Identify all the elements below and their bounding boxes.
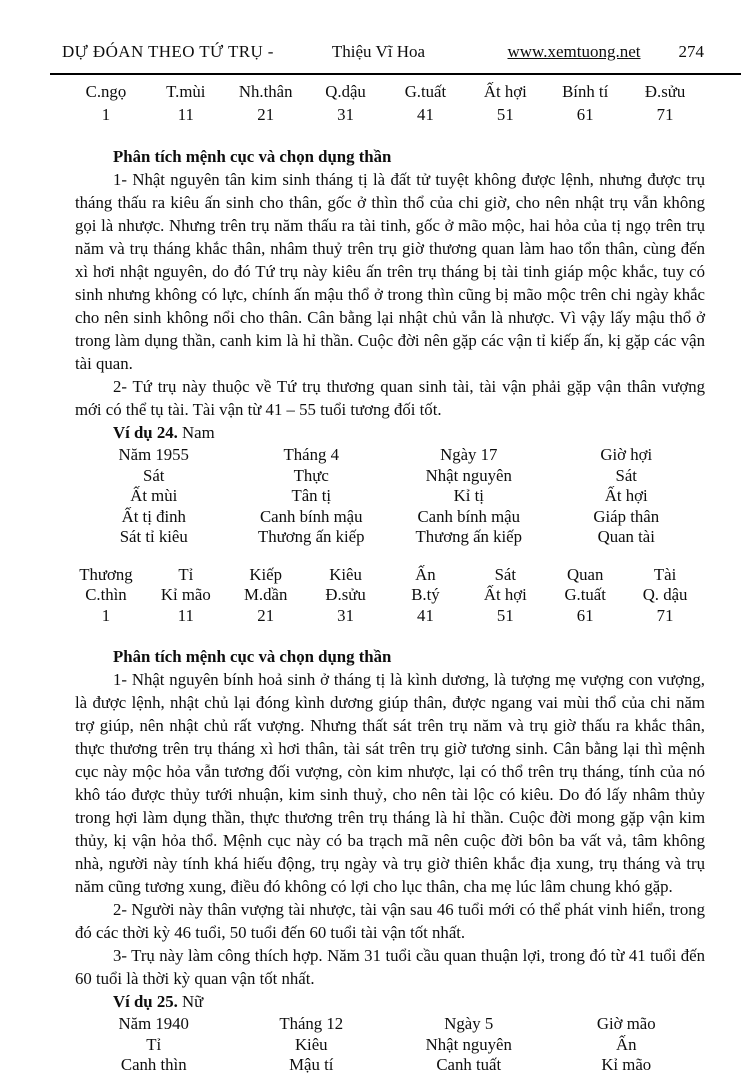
luck-pillar-cell: T.mùi bbox=[166, 82, 206, 101]
luck-age-cell: 11 bbox=[177, 105, 194, 124]
pillar-row-gods bbox=[75, 1035, 705, 1056]
luck-god-cell: Tỉ bbox=[178, 564, 194, 584]
luck-pillar-cell: G.tuất bbox=[564, 585, 606, 604]
analysis-2-paragraph-2: 2- Người này thân vượng tài nhược, tài vận sau 46 tuổi mới có thể phát vinh hiển, trong đó các thời kỳ 46 tuổi, 50 tuổi đến 60 tuổi tài vận tốt nhất. bbox=[75, 900, 705, 942]
pillar-cell: Nhật nguyên bbox=[425, 465, 512, 485]
pillar-cell: Canh tuất bbox=[436, 1055, 502, 1074]
example-24-number: Ví dụ 24. bbox=[113, 423, 178, 442]
example-24-gender: Nam bbox=[182, 423, 215, 442]
pillar-row-hidden-gods bbox=[75, 527, 705, 548]
pillar-cell: Kiêu bbox=[294, 1034, 328, 1054]
analysis-2-paragraph-3: 3- Trụ này làm công thích hợp. Năm 31 tuổi cầu quan thuận lợi, trong đó từ 41 tuổi đến 60 tuổi là thời kỳ quan vận tốt nhất. bbox=[75, 946, 705, 988]
luck-age-cell: 71 bbox=[656, 105, 674, 124]
luck-pillar-cell: M.dần bbox=[244, 585, 288, 604]
pillar-cell: Ất mùi bbox=[130, 486, 178, 505]
pillar-row-dates bbox=[75, 1014, 705, 1035]
pillar-cell: Tháng 12 bbox=[279, 1014, 344, 1033]
luck-age-cell: 51 bbox=[496, 105, 514, 124]
luck-ages-row bbox=[66, 606, 705, 627]
pillar-cell: Thương ấn kiếp bbox=[257, 527, 365, 546]
luck-pillar-cell: Ất hợi bbox=[483, 82, 527, 101]
section-heading-analysis-2: Phân tích mệnh cục và chọn dụng thần bbox=[113, 647, 392, 666]
pillar-cell: Canh bính mậu bbox=[259, 506, 363, 526]
pillar-cell: Mậu tí bbox=[289, 1055, 334, 1074]
pillar-cell: Ngày 17 bbox=[440, 445, 498, 464]
pillar-row-stems-branches bbox=[75, 1055, 705, 1076]
luck-age-cell: 41 bbox=[417, 605, 434, 625]
luck-pillar-cell: Đ.sửu bbox=[325, 585, 366, 604]
pillar-cell: Sát tỉ kiêu bbox=[119, 527, 188, 546]
pillar-cell: Năm 1955 bbox=[118, 445, 189, 464]
luck-age-cell: 1 bbox=[101, 105, 111, 124]
luck-gods-row bbox=[66, 565, 705, 586]
pillar-cell: Tỉ bbox=[146, 1034, 162, 1054]
pillar-cell: Giờ hợi bbox=[600, 445, 653, 464]
author-name: Thiệu Vĩ Hoa bbox=[331, 42, 426, 61]
page-number: 274 bbox=[678, 42, 704, 61]
luck-god-cell: Quan bbox=[567, 564, 604, 584]
pillar-cell: Kỉ mão bbox=[601, 1055, 652, 1074]
website-link[interactable]: www.xemtuong.net bbox=[507, 42, 641, 61]
luck-age-cell: 71 bbox=[656, 605, 674, 625]
header-divider bbox=[50, 73, 741, 75]
luck-age-cell: 1 bbox=[101, 605, 111, 625]
luck-god-cell: Tài bbox=[653, 564, 677, 584]
example-25-number: Ví dụ 25. bbox=[113, 992, 178, 1011]
luck-god-cell: Kiêu bbox=[329, 564, 362, 584]
example-25-label bbox=[75, 990, 705, 1013]
page-header bbox=[0, 0, 744, 62]
example-24-label bbox=[75, 421, 705, 444]
luck-pillar-cell: Nh.thân bbox=[238, 82, 293, 101]
pillar-cell: Sát bbox=[615, 465, 637, 485]
luck-pillar-cell: Bính tí bbox=[562, 82, 609, 101]
pillar-cell: Tân tị bbox=[291, 486, 332, 505]
luck-age-cell: 21 bbox=[257, 605, 275, 625]
pillar-cell: Quan tài bbox=[597, 527, 655, 546]
luck-age-cell: 21 bbox=[257, 105, 275, 124]
luck-pillars-row bbox=[66, 585, 705, 606]
example-24-pillar-table bbox=[75, 445, 705, 548]
luck-age-cell: 51 bbox=[496, 605, 514, 625]
example-25-pillar-table bbox=[75, 1014, 705, 1076]
luck-pillar-cell: G.tuất bbox=[404, 82, 447, 101]
luck-pillar-cell: B.tý bbox=[411, 585, 440, 604]
pillar-cell: Giáp thân bbox=[593, 506, 660, 526]
book-title: DỰ ĐÓAN THEO TỨ TRỤ - bbox=[62, 42, 274, 61]
luck-age-cell: 61 bbox=[576, 605, 594, 625]
example-24-luck-cycle-table bbox=[66, 565, 705, 627]
luck-god-cell: Thương bbox=[79, 564, 133, 584]
luck-ages-row bbox=[66, 103, 705, 126]
luck-god-cell: Ấn bbox=[415, 564, 436, 584]
luck-pillar-cell: C.ngọ bbox=[85, 82, 127, 101]
luck-pillar-cell: Ất hợi bbox=[483, 585, 527, 604]
luck-god-cell: Sát bbox=[494, 564, 517, 584]
pillar-row-dates bbox=[75, 445, 705, 466]
pillar-cell: Giờ mão bbox=[596, 1014, 656, 1033]
luck-age-cell: 11 bbox=[177, 605, 194, 625]
pillar-cell: Thương ấn kiếp bbox=[415, 527, 522, 546]
luck-pillar-cell: C.thìn bbox=[85, 585, 127, 604]
section-heading-analysis-1: Phân tích mệnh cục và chọn dụng thần bbox=[113, 147, 392, 166]
luck-pillar-cell: Q.dậu bbox=[325, 82, 366, 101]
pillar-row-stems-branches bbox=[75, 486, 705, 507]
pillar-cell: Sát bbox=[143, 465, 165, 485]
pillar-cell: Ất tị đinh bbox=[121, 506, 186, 526]
luck-pillar-cell: Đ.sửu bbox=[644, 82, 686, 101]
pillar-cell: Nhật nguyên bbox=[425, 1034, 512, 1054]
luck-pillar-cell: Kỉ mão bbox=[160, 585, 211, 604]
pillar-cell: Kỉ tị bbox=[453, 486, 484, 505]
luck-god-cell: Kiếp bbox=[249, 564, 282, 584]
luck-cycle-table-top bbox=[66, 80, 705, 126]
analysis-2-paragraph-1: 1- Nhật nguyên bính hoả sinh ở tháng tị là kình dương, là tượng mẹ vượng con vượng, là được lệnh, nhật chủ lại đóng kình dương giúp thân, được ngang vai mùi thổ của chi năm trợ giúp, nên nhật chủ rất vượng. Nhưng thất sát trên trụ năm và trụ giờ thấu ra khắc thân, thực thương trên trụ tháng xì hơi thân, tài sát trên trụ giờ tương sinh. Cân bằng lại thì mệnh cục này mộc hỏa vẫn tương đối vượng, còn kim nhược, lại có thổ trên trụ tháng, tính của nó khô táo được thủy tưới nhuận, kim sinh thuỷ, cho nên tài lộc có kiêu. Do đó lấy nhâm thủy trong hợi làm dụng thần, thực thương trên trụ tháng là hỉ thần. Cuộc đời mong gặp vận kim thủy, kị vận hỏa thổ. Mệnh cục này có ba trạch mã nên cuộc đời bôn ba vất vả, tâm không nhà, người này tính khá hiếu động, trụ ngày và trụ giờ thiên khắc địa xung, trụ tháng và trụ năm cũng tương xung, điều đó không có lợi cho lục thân, cha mẹ lúc lâm chung khó gặp. bbox=[75, 670, 705, 896]
luck-pillar-cell: Q. dậu bbox=[642, 585, 688, 604]
pillar-cell: Ấn bbox=[615, 1034, 637, 1054]
analysis-1-paragraph-1: 1- Nhật nguyên tân kim sinh tháng tị là đất tử tuyệt không được lệnh, nhưng được trụ tháng thấu ra kiêu ấn sinh cho thân, gốc ở thìn thổ của chi giờ, cho nên nhật trụ vẫn không gọi là nhược. Nhưng trên trụ năm thấu ra tài tinh, gốc ở mão mộc, hai hỏa của tị ngọ trên trụ năm và trụ tháng khắc thân, nhâm thuỷ trên trụ giờ thương quan làm hao tổn thân, cùng đến xì hơi nhật nguyên, do đó Tứ trụ này kiêu ấn trên trụ tháng bị tài tinh giáp mộc khắc, tuy có sinh nhưng không có lực, chính ấn mậu thổ ở trong thìn cũng bị mão mộc trên chi ngày khắc cho nên sinh không nổi cho thân. Cân bằng lại nhật chủ vẫn là nhược. Vì vậy lấy mậu thổ ở trong làm dụng thần, canh kim là hỉ thần. Cuộc đời nên gặp các vận tỉ kiếp ấn, kị gặp các vận tài quan. bbox=[75, 170, 705, 373]
pillar-cell: Ất hợi bbox=[604, 486, 648, 505]
pillar-row-hidden-stems bbox=[75, 507, 705, 528]
pillar-cell: Canh thìn bbox=[120, 1055, 187, 1074]
pillar-row-gods bbox=[75, 466, 705, 487]
analysis-1-paragraph-2: 2- Tứ trụ này thuộc về Tứ trụ thương quan sinh tài, tài vận phải gặp vận thân vượng mới có thể tụ tài. Tài vận từ 41 – 55 tuổi tương đối tốt. bbox=[75, 377, 705, 419]
pillar-cell: Ngày 5 bbox=[444, 1014, 494, 1033]
luck-age-cell: 41 bbox=[417, 105, 434, 124]
pillar-cell: Thực bbox=[293, 465, 329, 485]
example-25-gender: Nữ bbox=[182, 992, 204, 1011]
pillar-cell: Tháng 4 bbox=[283, 445, 339, 464]
luck-age-cell: 31 bbox=[337, 105, 354, 124]
luck-age-cell: 61 bbox=[576, 105, 594, 124]
pillar-cell: Canh bính mậu bbox=[417, 506, 521, 526]
luck-age-cell: 31 bbox=[337, 605, 354, 625]
luck-pillars-row bbox=[66, 80, 705, 103]
pillar-cell: Năm 1940 bbox=[118, 1014, 189, 1033]
